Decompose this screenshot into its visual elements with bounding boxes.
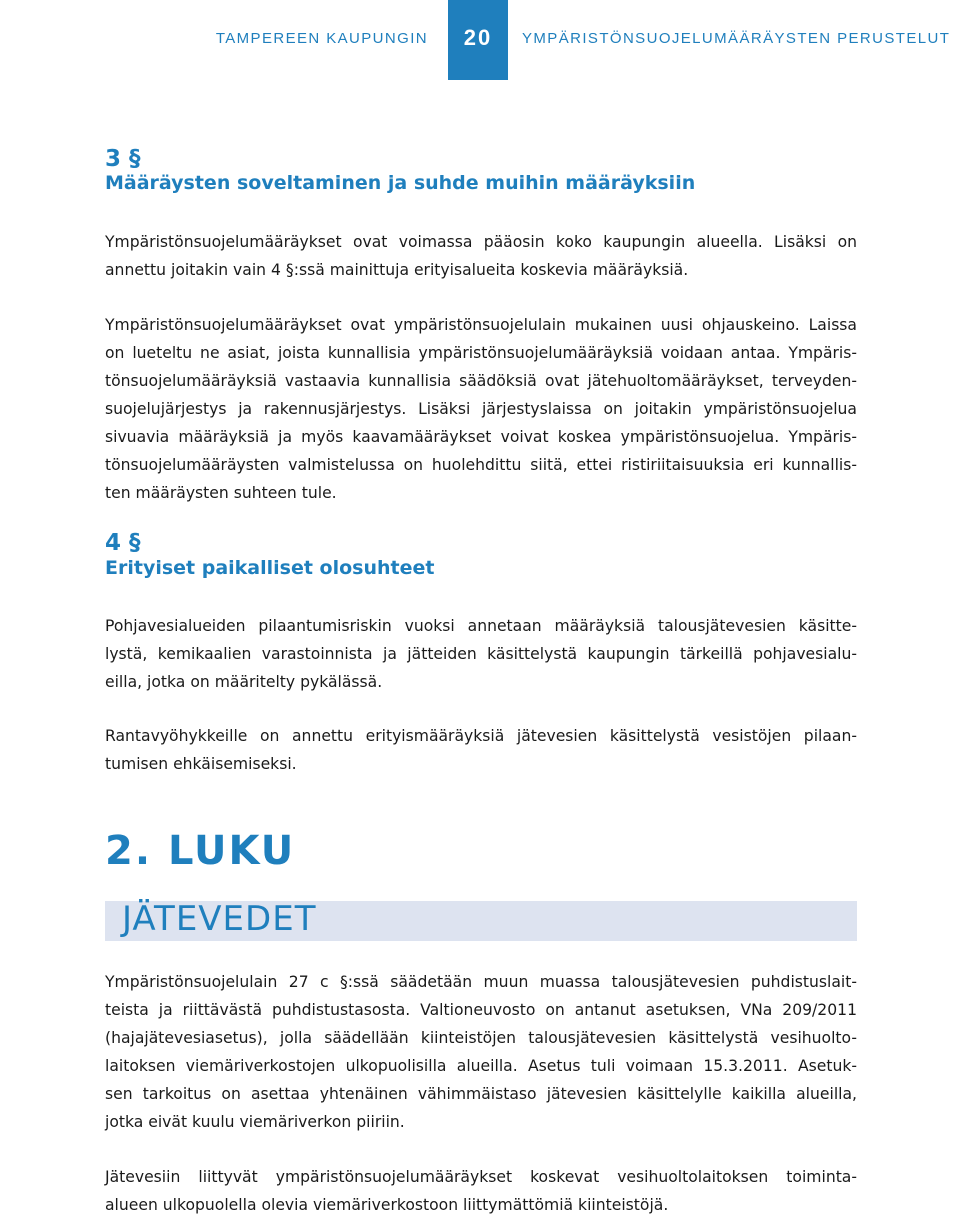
text-line: Ympäristönsuojelumääräykset ovat ympäristönsuojelulain mukainen uusi ohjauskeino. Laissa — [105, 316, 857, 334]
text-line: Rantavyöhykkeille on annettu erityismääräyksiä jätevesien käsittelystä vesistöjen pilaan- — [105, 727, 857, 745]
text-line: teista ja riittävästä puhdistustasosta. Valtioneuvosto on antanut asetuksen, VNa 209/2011 — [105, 1001, 857, 1019]
text-line: suojelujärjestys ja rakennusjärjestys. Lisäksi järjestyslaissa on joitakin ympäristönsuojelua — [105, 400, 857, 418]
text-line: alueen ulkopuolella olevia viemäriverkostoon liittymättömiä kiinteistöjä. — [105, 1196, 669, 1214]
text-line: jotka eivät kuulu viemäriverkon piiriin. — [105, 1113, 405, 1131]
text-line: sen tarkoitus on asettaa yhtenäinen vähimmäistaso jätevesien käsittelylle kaikilla alueilla, — [105, 1085, 857, 1103]
chapter-paragraph-1 — [105, 968, 857, 1136]
page-header — [0, 0, 960, 80]
text-line: Ympäristönsuojelumääräykset ovat voimassa pääosin koko kaupungin alueella. Lisäksi on — [105, 233, 857, 251]
text-line: tönsuojelumääräyksiä vastaavia kunnallisia säädöksiä ovat jätehuoltomääräykset, terveyden- — [105, 372, 857, 390]
text-line: annettu joitakin vain 4 §:ssä mainittuja erityisalueita koskevia määräyksiä. — [105, 261, 689, 279]
page-number-box — [448, 0, 508, 80]
text-line: laitoksen viemäriverkostojen ulkopuolisilla alueilla. Asetus tuli voimaan 15.3.2011. Asetuk- — [105, 1057, 857, 1075]
section-3-number: 3 § — [105, 146, 141, 172]
text-line: (hajajätevesiasetus), jolla säädellään kiinteistöjen talousjätevesien käsittelystä vesihuolto- — [105, 1029, 857, 1047]
text-line: ten määräysten suhteen tule. — [105, 484, 337, 502]
section-4-number: 4 § — [105, 530, 141, 556]
text-line: tumisen ehkäisemiseksi. — [105, 755, 297, 773]
header-publisher: TAMPEREEN KAUPUNGIN — [215, 30, 428, 47]
text-line: Jätevesiin liittyvät ympäristönsuojelumääräykset koskevat vesihuoltolaitoksen toiminta- — [105, 1168, 857, 1186]
text-line: Pohjavesialueiden pilaantumisriskin vuoksi annetaan määräyksiä talousjätevesien käsitte- — [105, 617, 857, 635]
section-3-title: Määräysten soveltaminen ja suhde muihin määräyksiin — [105, 172, 696, 194]
chapter-paragraph-2 — [105, 1163, 857, 1219]
header-document-title: YMPÄRISTÖNSUOJELUMÄÄRÄYSTEN PERUSTELUT — [522, 30, 951, 47]
section-4-title: Erityiset paikalliset olosuhteet — [105, 557, 435, 579]
text-line: Ympäristönsuojelulain 27 c §:ssä säädetään muun muassa talousjätevesien puhdistuslait- — [105, 973, 857, 991]
section-4-paragraph-1 — [105, 612, 857, 696]
section-4-paragraph-2 — [105, 722, 857, 778]
text-line: sivuavia määräyksiä ja myös kaavamääräykset voivat koskea ympäristönsuojelua. Ympäris- — [105, 428, 857, 446]
text-line: on lueteltu ne asiat, joista kunnallisia ympäristönsuojelumääräyksiä voidaan antaa. Ympäris- — [105, 344, 857, 362]
text-line: eilla, jotka on määritelty pykälässä. — [105, 673, 383, 691]
text-line: lystä, kemikaalien varastoinnista ja jätteiden käsittelystä kaupungin tärkeillä pohjavesialu- — [105, 645, 857, 663]
section-3-paragraph-1 — [105, 228, 857, 284]
page-number: 20 — [463, 25, 493, 50]
chapter-subtitle: JÄTEVEDET — [122, 899, 317, 939]
chapter-title: 2. LUKU — [105, 828, 296, 874]
text-line: tönsuojelumääräysten valmistelussa on huolehdittu siitä, ettei ristiriitaisuuksia eri kunnallis- — [105, 456, 857, 474]
section-3-paragraph-2 — [105, 311, 857, 507]
